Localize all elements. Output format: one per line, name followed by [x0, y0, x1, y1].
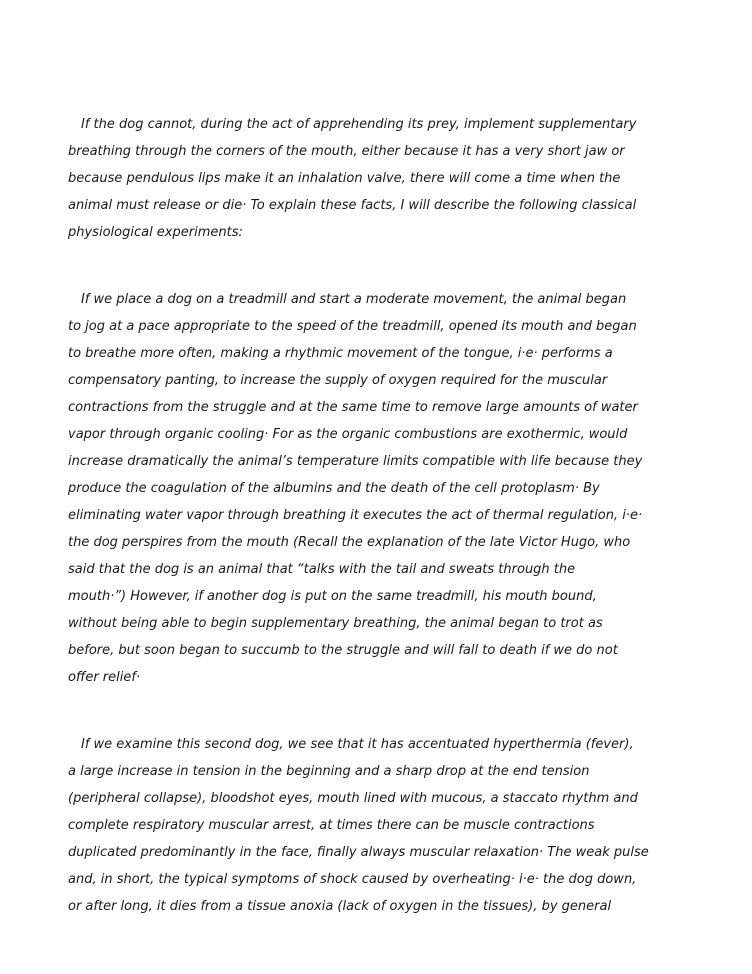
text-line: eliminating water vapor through breathing it executes the act of thermal regulation, i·e·: [68, 508, 643, 523]
text-line: and, in short, the typical symptoms of shock caused by overheating· i·e· the dog down,: [68, 872, 637, 887]
text-line: increase dramatically the animal’s temperature limits compatible with life because they: [68, 454, 643, 469]
text-line: animal must release or die· To explain these facts, I will describe the following classical: [68, 198, 637, 213]
text-line: to jog at a pace appropriate to the speed of the treadmill, opened its mouth and began: [68, 319, 637, 334]
text-line: If the dog cannot, during the act of apprehending its prey, implement supplementary: [81, 117, 637, 132]
text-line: mouth·”) However, if another dog is put on the same treadmill, his mouth bound,: [68, 589, 597, 604]
text-line: the dog perspires from the mouth (Recall the explanation of the late Victor Hugo, who: [68, 535, 631, 550]
text-line: breathing through the corners of the mouth, either because it has a very short jaw or: [68, 144, 625, 159]
text-line: duplicated predominantly in the face, finally always muscular relaxation· The weak pulse: [68, 845, 649, 860]
text-line: produce the coagulation of the albumins and the death of the cell protoplasm· By: [68, 481, 600, 496]
text-line: because pendulous lips make it an inhalation valve, there will come a time when the: [68, 171, 621, 186]
text-line: to breathe more often, making a rhythmic movement of the tongue, i·e· performs a: [68, 346, 613, 361]
text-line: vapor through organic cooling· For as the organic combustions are exothermic, would: [68, 427, 628, 442]
text-line: a large increase in tension in the beginning and a sharp drop at the end tension: [68, 764, 590, 779]
text-line: complete respiratory muscular arrest, at times there can be muscle contractions: [68, 818, 595, 833]
text-line: If we examine this second dog, we see that it has accentuated hyperthermia (fever),: [81, 737, 634, 752]
text-line: physiological experiments:: [68, 225, 243, 240]
text-line: (peripheral collapse), bloodshot eyes, mouth lined with mucous, a staccato rhythm and: [68, 791, 638, 806]
text-line: without being able to begin supplementary breathing, the animal began to trot as: [68, 616, 603, 631]
text-line: compensatory panting, to increase the supply of oxygen required for the muscular: [68, 373, 608, 388]
text-line: If we place a dog on a treadmill and start a moderate movement, the animal began: [81, 292, 627, 307]
text-line: before, but soon began to succumb to the struggle and will fall to death if we do not: [68, 643, 618, 658]
text-line: contractions from the struggle and at the same time to remove large amounts of water: [68, 400, 638, 415]
text-line: or after long, it dies from a tissue anoxia (lack of oxygen in the tissues), by general: [68, 899, 612, 914]
text-line: offer relief·: [68, 670, 141, 685]
text-line: said that the dog is an animal that “talks with the tail and sweats through the: [68, 562, 576, 577]
